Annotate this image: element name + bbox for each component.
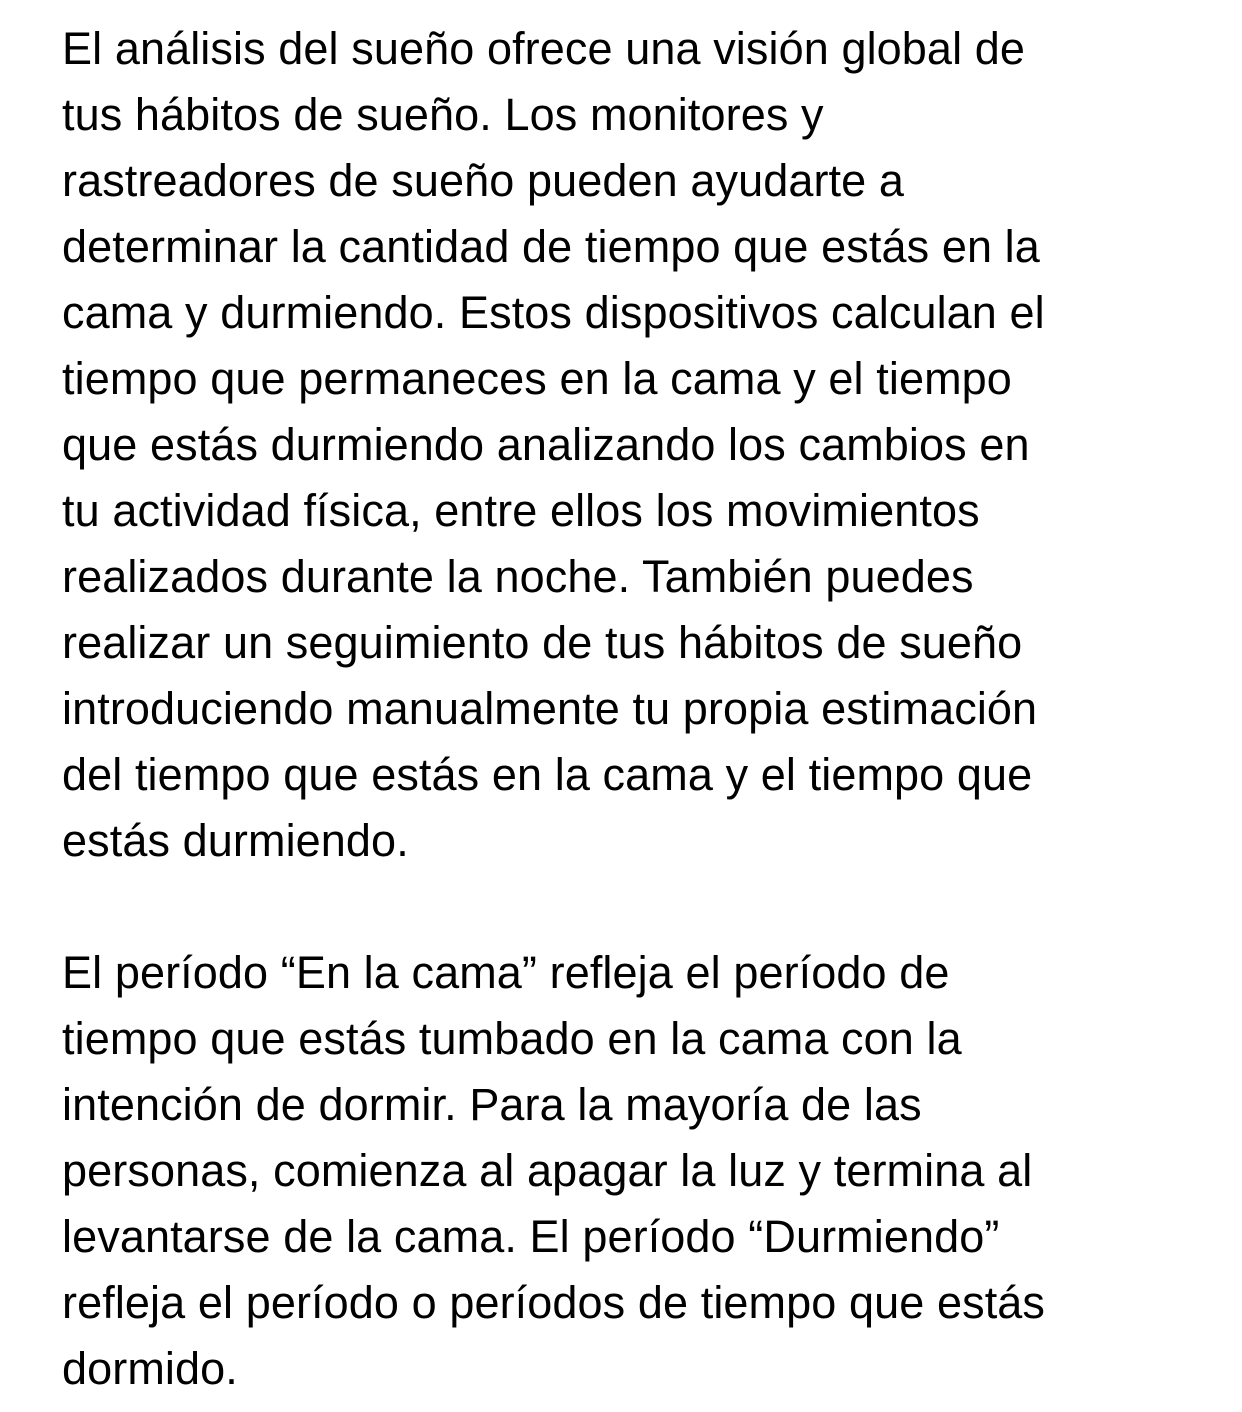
text-line: cama y durmiendo. Estos dispositivos calculan el <box>62 287 1045 338</box>
paragraph-in-bed-asleep-periods <box>62 940 1192 1402</box>
text-line: tiempo que permaneces en la cama y el tiempo <box>62 353 1012 404</box>
text-line: dormido. <box>62 1343 238 1394</box>
text-line: refleja el período o períodos de tiempo que estás <box>62 1277 1046 1328</box>
text-line: El análisis del sueño ofrece una visión global de <box>62 23 1026 74</box>
text-line: tiempo que estás tumbado en la cama con la <box>62 1013 962 1064</box>
text-line: levantarse de la cama. El período “Durmiendo” <box>62 1211 1000 1262</box>
text-line: El período “En la cama” refleja el período de <box>62 947 950 998</box>
sleep-analysis-article <box>62 16 1192 1402</box>
text-line: que estás durmiendo analizando los cambios en <box>62 419 1030 470</box>
text-line: tus hábitos de sueño. Los monitores y <box>62 89 824 140</box>
text-line: determinar la cantidad de tiempo que estás en la <box>62 221 1040 272</box>
text-line: tu actividad física, entre ellos los movimientos <box>62 485 980 536</box>
text-line: introduciendo manualmente tu propia estimación <box>62 683 1038 734</box>
paragraph-sleep-analysis-overview <box>62 16 1192 874</box>
text-line: rastreadores de sueño pueden ayudarte a <box>62 155 905 206</box>
text-line: intención de dormir. Para la mayoría de las <box>62 1079 922 1130</box>
text-line: del tiempo que estás en la cama y el tiempo que <box>62 749 1033 800</box>
text-line: estás durmiendo. <box>62 815 409 866</box>
paragraph-spacer <box>62 874 1192 940</box>
text-line: realizar un seguimiento de tus hábitos de sueño <box>62 617 1023 668</box>
text-line: realizados durante la noche. También puedes <box>62 551 974 602</box>
text-line: personas, comienza al apagar la luz y termina al <box>62 1145 1033 1196</box>
